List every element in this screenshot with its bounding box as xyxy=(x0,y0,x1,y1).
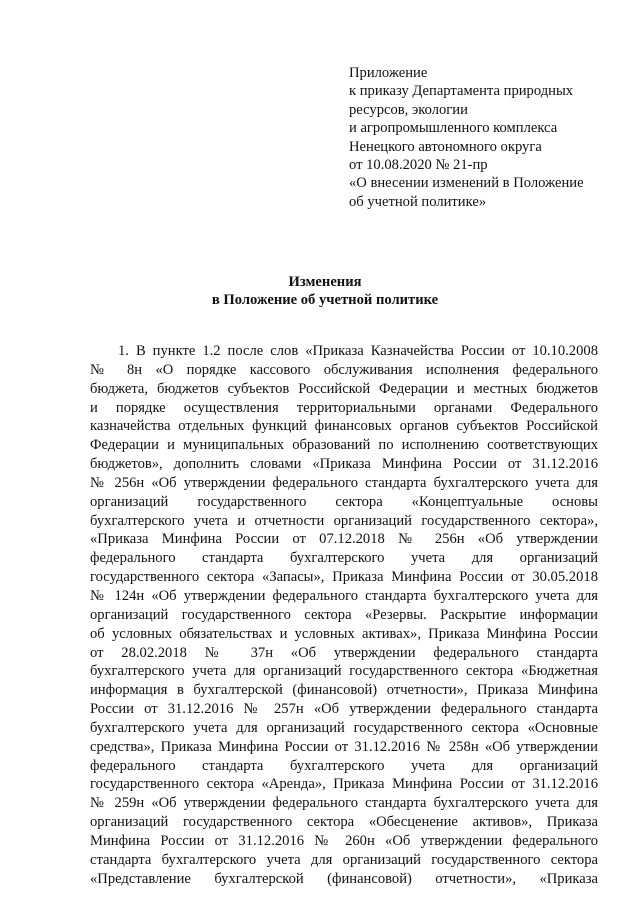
body-line: № 259н «Об утверждении федерального стандарта бухгалтерского учета для xyxy=(90,795,598,812)
body-line: № 8н «О порядке кассового обслуживания исполнения федерального xyxy=(90,361,598,378)
appendix-line: ресурсов, экологии xyxy=(349,101,468,118)
body-line: организаций государственного сектора «Обесценение активов», Приказа xyxy=(90,814,598,831)
body-line: бюджетов», дополнить словами «Приказа Минфина России от 31.12.2016 xyxy=(90,456,598,473)
document-title: Изменения xyxy=(288,274,362,290)
body-line: № 256н «Об утверждении федерального стандарта бухгалтерского учета для xyxy=(90,474,598,491)
body-line: государственного сектора «Аренда», Приказа Минфина России от 31.12.2016 xyxy=(90,776,598,793)
body-line: Федерации и муниципальных образований по исполнению соответствующих xyxy=(90,437,598,454)
appendix-header xyxy=(349,64,619,211)
body-line: государственного сектора «Запасы», Приказа Минфина России от 30.05.2018 xyxy=(90,569,598,586)
appendix-line: Приложение xyxy=(349,65,428,81)
body-line: стандарта бухгалтерского учета для организаций государственного сектора xyxy=(90,851,598,868)
body-line: организаций государственного сектора «Концептуальные основы xyxy=(90,493,598,510)
body-line: бюджета, бюджетов субъектов Российской Федерации и местных бюджетов xyxy=(90,380,598,397)
body-line: бухгалтерского учета и отчетности организаций государственного сектора», xyxy=(90,512,598,529)
appendix-line: от 10.08.2020 № 21-пр xyxy=(349,157,488,174)
body-line: информация в бухгалтерской (финансовой) отчетности», Приказа Минфина xyxy=(90,682,598,699)
body-line: и порядке осуществления территориальными органами Федерального xyxy=(90,399,598,416)
body-line: федерального стандарта бухгалтерского учета для организаций xyxy=(90,757,598,774)
body-line: бухгалтерского учета для организаций государственного сектора «Основные xyxy=(90,719,598,736)
document-subtitle: в Положение об учетной политике xyxy=(211,292,439,308)
body-line: об условных обязательствах и условных активах», Приказа Минфина России xyxy=(90,625,598,642)
body-paragraph xyxy=(90,342,598,888)
appendix-line: об учетной политике» xyxy=(349,193,487,210)
body-line: бухгалтерского учета для организаций государственного сектора «Бюджетная xyxy=(90,663,598,680)
appendix-line: «О внесении изменений в Положение xyxy=(349,175,584,192)
body-line: федерального стандарта бухгалтерского учета для организаций xyxy=(90,550,598,567)
body-line: «Представление бухгалтерской (финансовой) отчетности», «Приказа xyxy=(90,870,598,887)
body-line: «Приказа Минфина России от 07.12.2018 № 256н «Об утверждении xyxy=(90,531,598,548)
body-line: № 124н «Об утверждении федерального стандарта бухгалтерского учета для xyxy=(90,587,598,604)
body-line: от 28.02.2018 № 37н «Об утверждении федерального стандарта xyxy=(90,644,598,661)
body-line: России от 31.12.2016 № 257н «Об утверждении федерального стандарта xyxy=(90,701,598,718)
appendix-line: к приказу Департамента природных xyxy=(349,83,574,100)
body-line: казначейства отдельных функций финансовых органов субъектов Российской xyxy=(90,418,598,435)
appendix-line: и агропромышленного комплекса xyxy=(349,120,558,137)
appendix-line: Ненецкого автономного округа xyxy=(349,138,542,155)
body-line: организаций государственного сектора «Резервы. Раскрытие информации xyxy=(90,606,598,623)
body-line: Минфина России от 31.12.2016 № 260н «Об утверждении федерального xyxy=(90,832,598,849)
body-line: 1. В пункте 1.2 после слов «Приказа Казначейства России от 10.10.2008 xyxy=(118,343,598,359)
body-line: средства», Приказа Минфина России от 31.12.2016 № 258н «Об утверждении xyxy=(90,738,598,755)
